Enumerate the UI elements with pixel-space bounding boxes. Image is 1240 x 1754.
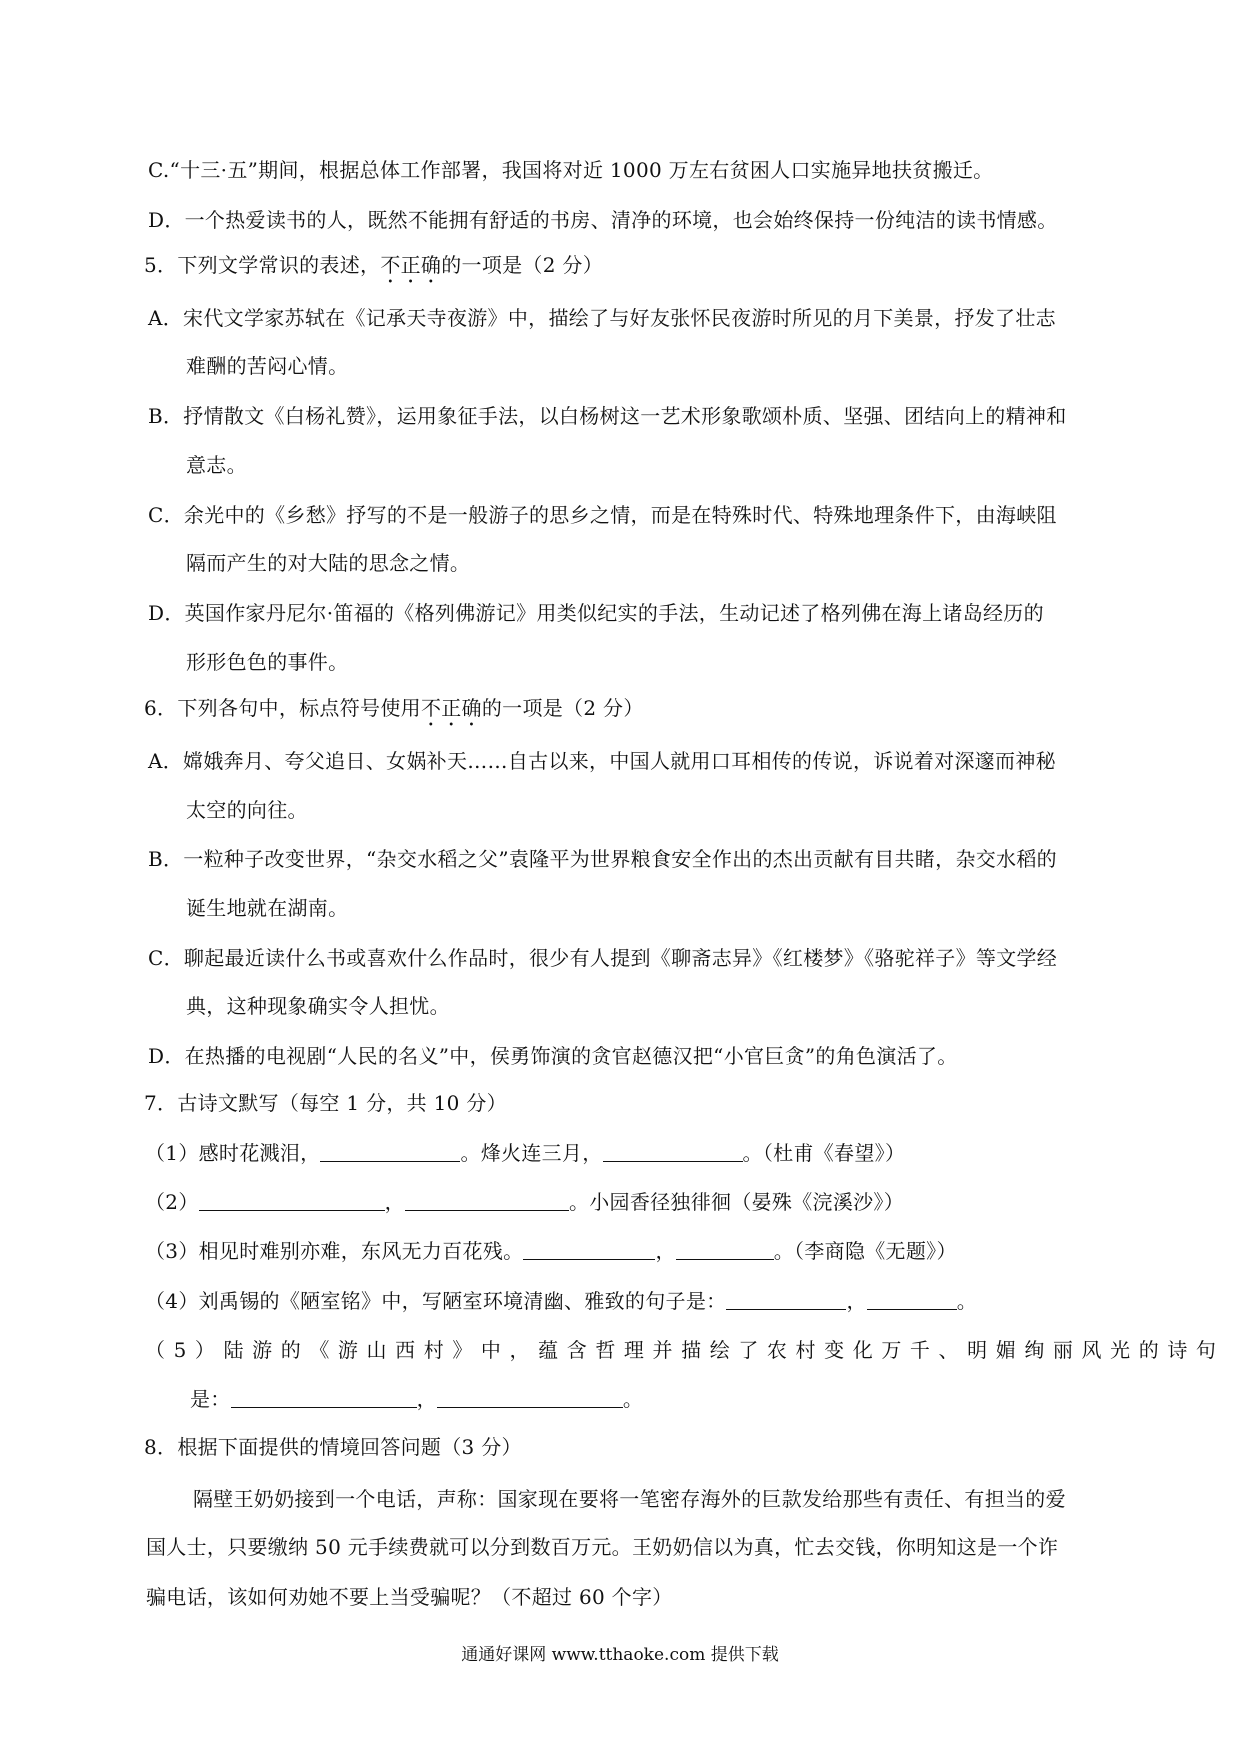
q8-stem: 8．根据下面提供的情境回答问题（3 分） [144,1435,522,1459]
q5-option-b: B．抒情散文《白杨礼赞》，运用象征手法，以白杨树这一艺术形象歌颂朴质、坚强、团结向上的精神和 [148,404,1067,428]
answer-blank[interactable] [320,1139,460,1162]
q6-stem-post: 的一项是（2 分） [481,696,644,720]
q7-item-5: （5）陆游的《游山西村》中，蕴含哲理并描绘了农村变化万千、明媚绚丽风光的诗句 [145,1338,1225,1362]
q6-stem-emphasis: 不正确 [420,696,482,720]
q6-stem [144,694,644,731]
page-footer: 通通好课网 www.tthaoke.com 提供下载 [461,1645,779,1665]
q5-option-d-cont: 形形色色的事件。 [186,650,349,674]
q5-stem-pre: 5．下列文学常识的表述， [144,253,381,277]
answer-blank[interactable] [523,1237,655,1260]
q7-stem: 7．古诗文默写（每空 1 分，共 10 分） [144,1091,507,1115]
answer-blank[interactable] [199,1188,385,1211]
q7-item-3-text-a: （3）相见时难别亦难，东风无力百花残。 [145,1239,524,1263]
q7-item-3 [145,1237,957,1265]
q7-item-2-text-c: 。小园香径独徘徊（晏殊《浣溪沙》） [568,1190,905,1214]
answer-blank[interactable] [437,1385,623,1408]
q6-option-a: A．嫦娥奔月、夸父追日、女娲补天……自古以来，中国人就用口耳相传的传说，诉说着对深邃而神秘 [148,749,1056,773]
q7-item-1 [145,1139,905,1167]
q5-option-a: A．宋代文学家苏轼在《记承天寺夜游》中，描绘了与好友张怀民夜游时所见的月下美景，抒发了壮志 [148,306,1056,330]
answer-blank[interactable] [867,1287,957,1310]
q6-option-c: C．聊起最近读什么书或喜欢什么作品时，很少有人提到《聊斋志异》《红楼梦》《骆驼祥子》等文学经 [148,946,1058,970]
q6-stem-pre: 6．下列各句中，标点符号使用 [144,696,421,720]
q7-item-2 [145,1188,904,1216]
q7-item-5-text-d: 。 [622,1387,644,1411]
q7-item-5-text-b: 是： [190,1387,231,1411]
q7-item-3-text-c: 。（李商隐《无题》） [773,1239,957,1263]
answer-blank[interactable] [676,1237,774,1260]
q7-item-2-text-a: （2） [145,1190,199,1214]
q7-item-3-text-b: ， [655,1239,676,1263]
q5-option-d: D．英国作家丹尼尔·笛福的《格列佛游记》用类似纪实的手法，生动记述了格列佛在海上诸岛经历的 [148,601,1044,625]
q6-option-b-cont: 诞生地就在湖南。 [186,896,349,920]
q8-paragraph-line-1: 隔壁王奶奶接到一个电话，声称：国家现在要将一笔密存海外的巨款发给那些有责任、有担当的爱 [193,1487,1066,1511]
q5-option-c: C．余光中的《乡愁》抒写的不是一般游子的思乡之情，而是在特殊时代、特殊地理条件下，由海峡阻 [148,503,1057,527]
q7-item-1-text-a: （1）感时花溅泪， [145,1141,321,1165]
answer-blank[interactable] [726,1287,846,1310]
q4-option-c: C.“十三·五”期间，根据总体工作部署，我国将对近 1000 万左右贫困人口实施异地扶贫搬迁。 [148,158,994,182]
answer-blank[interactable] [231,1385,417,1408]
q5-stem-post: 的一项是（2 分） [441,253,604,277]
q5-option-a-cont: 难酬的苦闷心情。 [186,354,349,378]
q7-item-4-text-a: （4）刘禹锡的《陋室铭》中，写陋室环境清幽、雅致的句子是： [145,1289,727,1313]
q7-item-4-text-b: ， [846,1289,867,1313]
q7-item-5-text-c: ， [416,1387,437,1411]
q7-item-4-text-c: 。 [956,1289,978,1313]
q7-item-1-text-c: 。（杜甫《春望》） [742,1141,906,1165]
q4-option-d: D．一个热爱读书的人，既然不能拥有舒适的书房、清净的环境，也会始终保持一份纯洁的读书情感。 [148,208,1058,232]
q6-option-c-cont: 典，这种现象确实令人担忧。 [186,994,450,1018]
answer-blank[interactable] [603,1139,743,1162]
q5-stem-emphasis: 不正确 [380,253,442,277]
q6-option-b: B．一粒种子改变世界，“杂交水稻之父”袁隆平为世界粮食安全作出的杰出贡献有目共睹，杂交水稻的 [148,847,1057,871]
q5-option-b-cont: 意志。 [186,453,247,477]
q6-option-a-cont: 太空的向往。 [186,798,308,822]
q8-paragraph-line-2: 国人士，只要缴纳 50 元手续费就可以分到数百万元。王奶奶信以为真，忙去交钱，你明知这是一个诈 [146,1535,1059,1559]
q7-item-2-text-b: ， [384,1190,405,1214]
q8-paragraph-line-3: 骗电话，该如何劝她不要上当受骗呢？（不超过 60 个字） [146,1585,673,1609]
q5-stem [144,251,603,288]
answer-blank[interactable] [405,1188,569,1211]
q5-option-c-cont: 隔而产生的对大陆的思念之情。 [186,551,471,575]
q6-option-d: D．在热播的电视剧“人民的名义”中，侯勇饰演的贪官赵德汉把“小官巨贪”的角色演活了。 [148,1044,958,1068]
q7-item-5-cont [190,1385,643,1413]
q7-item-1-text-b: 。烽火连三月， [460,1141,603,1165]
q7-item-4 [145,1287,977,1315]
